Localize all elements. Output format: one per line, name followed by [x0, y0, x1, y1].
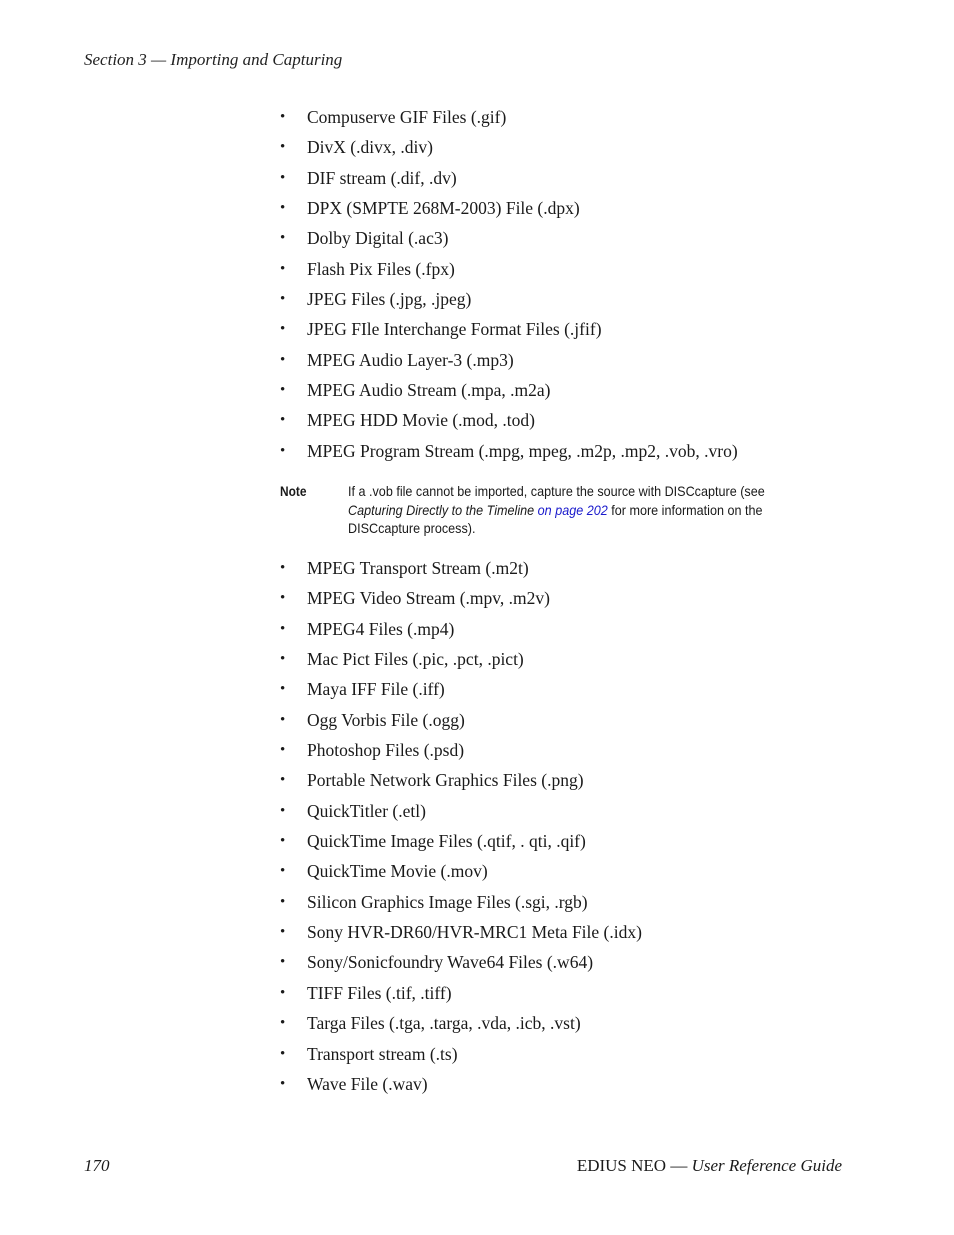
- bullet-icon: •: [280, 681, 286, 698]
- list-item: • Photoshop Files (.psd): [280, 735, 642, 765]
- list-item: • Maya IFF File (.iff): [280, 674, 642, 704]
- list-item: • DivX (.divx, .div): [280, 132, 738, 162]
- list-item: • MPEG Audio Stream (.mpa, .m2a): [280, 375, 738, 405]
- xref-title: Capturing Directly to the Timeline: [348, 501, 535, 518]
- bullet-icon: •: [280, 442, 286, 459]
- bullet-icon: •: [280, 109, 286, 125]
- list-item: • JPEG FIle Interchange Format Files (.jfif): [280, 314, 738, 344]
- list-item: • MPEG Video Stream (.mpv, .m2v): [280, 583, 642, 613]
- list-item: • Mac Pict Files (.pic, .pct, .pict): [280, 644, 642, 674]
- list-item: • QuickTime Image Files (.qtif, . qti, .qif): [280, 826, 642, 856]
- bullet-icon: •: [280, 924, 286, 941]
- bullet-icon: •: [280, 139, 286, 156]
- list-item: • Dolby Digital (.ac3): [280, 223, 738, 253]
- note-label: Note: [280, 483, 307, 499]
- file-format-list-1: [280, 102, 738, 466]
- list-item: • Silicon Graphics Image Files (.sgi, .rgb): [280, 887, 642, 917]
- guide-title: User Reference Guide: [691, 1156, 842, 1175]
- file-format-list-2: [280, 553, 642, 1099]
- bullet-icon: •: [280, 1045, 286, 1062]
- running-footer: [577, 1156, 842, 1176]
- bullet-icon: •: [280, 291, 286, 308]
- list-item: • DIF stream (.dif, .dv): [280, 163, 738, 193]
- bullet-icon: •: [280, 863, 286, 880]
- bullet-icon: •: [280, 620, 286, 637]
- bullet-icon: •: [280, 984, 286, 1001]
- page-number: 170: [84, 1156, 110, 1175]
- list-item: • MPEG Program Stream (.mpg, mpeg, .m2p, .mp2, .vob, .vro): [280, 436, 738, 466]
- bullet-icon: •: [280, 954, 286, 971]
- bullet-icon: •: [280, 711, 286, 728]
- list-item: • Wave File (.wav): [280, 1069, 642, 1099]
- bullet-icon: •: [280, 893, 286, 910]
- page-link[interactable]: on page 202: [537, 501, 608, 518]
- list-item: • QuickTime Movie (.mov): [280, 856, 642, 886]
- list-item: • Targa Files (.tga, .targa, .vda, .icb, .vst): [280, 1008, 642, 1038]
- list-item: • Sony/Sonicfoundry Wave64 Files (.w64): [280, 947, 642, 977]
- list-item: • DPX (SMPTE 268M-2003) File (.dpx): [280, 193, 738, 223]
- footer-separator: —: [670, 1156, 688, 1175]
- bullet-icon: •: [280, 651, 286, 668]
- list-item: • MPEG HDD Movie (.mod, .tod): [280, 405, 738, 435]
- list-item: • JPEG Files (.jpg, .jpeg): [280, 284, 738, 314]
- list-item: • Flash Pix Files (.fpx): [280, 254, 738, 284]
- bullet-icon: •: [280, 321, 286, 338]
- list-item: • Portable Network Graphics Files (.png): [280, 765, 642, 795]
- bullet-icon: •: [280, 169, 286, 186]
- list-item: • TIFF Files (.tif, .tiff): [280, 978, 642, 1008]
- list-item: • Transport stream (.ts): [280, 1039, 642, 1069]
- note-text: If a .vob file cannot be imported, capture the source with DISCcapture (see Capturing Directly to the Timeline on page 202 for more information on the DISCcapture process).: [348, 483, 765, 536]
- bullet-icon: •: [280, 833, 286, 850]
- list-item: • Compuserve GIF Files (.gif): [280, 102, 738, 132]
- list-item: • Sony HVR-DR60/HVR-MRC1 Meta File (.idx): [280, 917, 642, 947]
- bullet-icon: •: [280, 560, 286, 576]
- list-item: • QuickTitler (.etl): [280, 796, 642, 826]
- bullet-icon: •: [280, 590, 286, 607]
- bullet-icon: •: [280, 382, 286, 399]
- bullet-icon: •: [280, 412, 286, 429]
- bullet-icon: •: [280, 1075, 286, 1092]
- list-item: • MPEG4 Files (.mp4): [280, 614, 642, 644]
- bullet-icon: •: [280, 802, 286, 819]
- list-item: • Ogg Vorbis File (.ogg): [280, 705, 642, 735]
- bullet-icon: •: [280, 200, 286, 217]
- bullet-icon: •: [280, 230, 286, 247]
- bullet-icon: •: [280, 351, 286, 368]
- product-name: EDIUS NEO: [576, 1156, 667, 1175]
- bullet-icon: •: [280, 1015, 286, 1032]
- running-header: Section 3 — Importing and Capturing: [84, 50, 343, 69]
- list-item: • MPEG Audio Layer-3 (.mp3): [280, 345, 738, 375]
- bullet-icon: •: [280, 260, 286, 277]
- list-item: • MPEG Transport Stream (.m2t): [280, 553, 642, 583]
- bullet-icon: •: [280, 742, 286, 759]
- bullet-icon: •: [280, 772, 286, 789]
